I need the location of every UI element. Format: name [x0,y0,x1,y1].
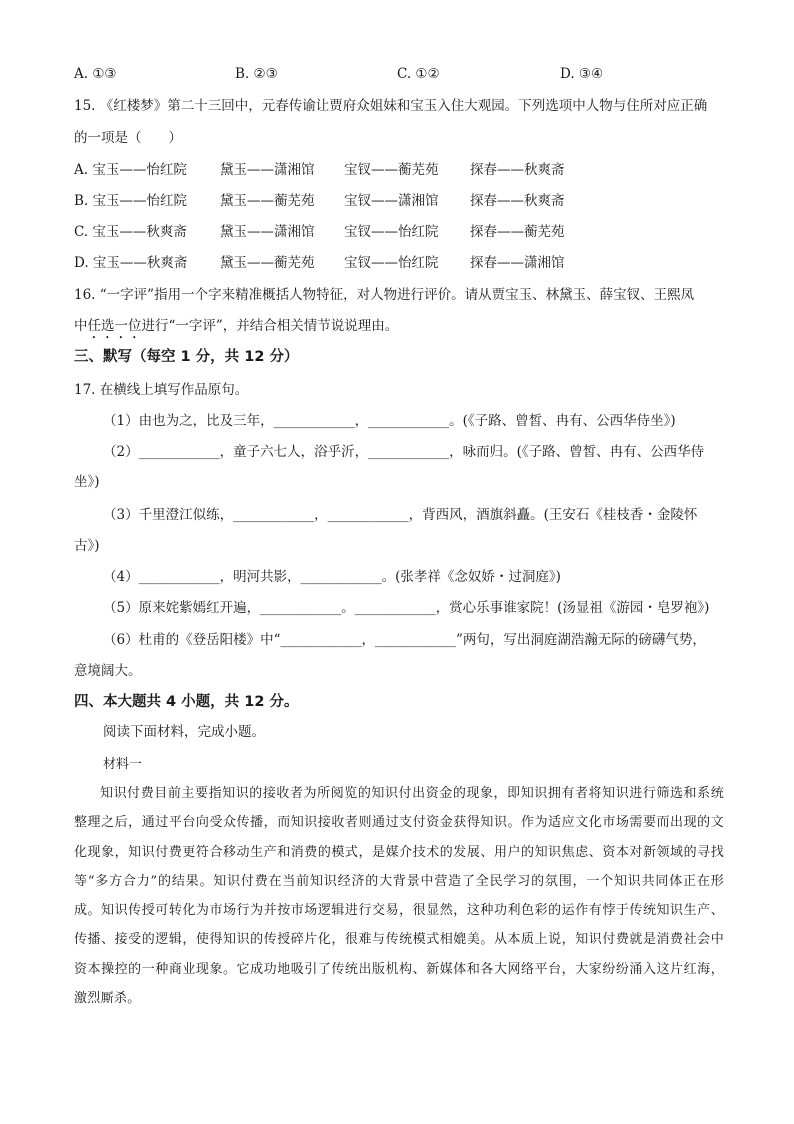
q15-a-baochai: 宝钗——蘅芜苑 [344,162,439,178]
q17-item-2-cont: 坐》) [74,474,100,490]
material-label: 材料一 [103,757,143,772]
q16-line2-pre: 中 [74,318,88,334]
q15-d-baochai: 宝钗——怡红院 [344,255,439,271]
reading-intro: 阅读下面材料，完成小题。 [103,724,265,740]
q17-item-1: （1）由也为之，比及三年，____________，____________。(《子路、曾皙、冉有、公西华侍坐》) [103,413,676,429]
q15-b-tanchun: 探春——秋爽斋 [470,193,565,209]
q17-item-6: （6）杜甫的《登岳阳楼》中“____________，____________”两句，写出洞庭湖浩瀚无际的磅礴气势， [103,632,706,648]
q17-item-6-cont: 意境阔大。 [74,663,142,679]
q15-stem-line2: 的一项是（ ） [74,130,182,146]
q17-item-4: （4）____________，明河共影，____________。(张孝祥《念奴娇・过洞庭》) [103,569,561,585]
q16-emphasis: 任选一位 [87,318,142,334]
q15-a-daiyu: 黛玉——潇湘馆 [220,162,315,178]
q15-a-tanchun: 探春——秋爽斋 [470,162,565,178]
q14-option-b: B. ②③ [235,66,278,82]
q15-b-baoyu: B. 宝玉——怡红院 [74,193,188,209]
q16-line2-post: 进行“一字评”，并结合相关情节说说理由。 [141,318,399,334]
q15-c-tanchun: 探春——蘅芜苑 [470,224,565,240]
q16-line2 [74,316,398,342]
q15-stem-line1: 15. 《红楼梦》第二十三回中，元春传谕让贾府众姐妹和宝玉入住大观园。下列选项中人物与住所对应正确 [74,98,708,114]
section3-heading: 三、默写（每空 1 分，共 12 分） [74,349,299,365]
q15-a-baoyu: A. 宝玉——怡红院 [74,162,187,178]
q14-option-a: A. ①③ [74,66,117,82]
q15-b-daiyu: 黛玉——蘅芜苑 [220,193,315,209]
q15-d-daiyu: 黛玉——蘅芜苑 [220,255,315,271]
q15-c-baoyu: C. 宝玉——秋爽斋 [74,224,187,240]
q17-item-2: （2）____________，童子六七人，浴乎沂，____________，咏而归。(《子路、曾皙、冉有、公西华侍 [103,444,705,460]
q14-option-c: C. ①② [397,66,440,82]
q15-c-baochai: 宝钗——怡红院 [344,224,439,240]
material-article: 知识付费目前主要指知识的接收者为所阅览的知识付出资金的现象，即知识拥有者将知识进行筛选和系统整理之后，通过平台向受众传播，而知识接收者则通过支付资金获得知识。作为适应文化市场需要而出现的文化现象，知识付费更符合移动生产和消费的模式，是媒介技术的发展、用户的知识焦虑、资本对新领域的寻找等“多方合力”的结果。知识付费在当前知识经济的大背景中营造了全民学习的氛围，一个知识共同体正在形成。知识传授可转化为市场行为并按市场逻辑进行交易，很显然，这种功利色彩的运作有悖于传统知识生产、传播、接受的逻辑，使得知识的传授碎片化，很难与传统模式相媲美。从本质上说，知识付费就是消费社会中资本操控的一种商业现象。它成功地吸引了传统出版机构、新媒体和各大网络平台，大家纷纷涌入这片红海，激烈厮杀。 [74,786,724,1007]
q14-option-d: D. ③④ [560,66,604,82]
q17-stem: 17. 在横线上填写作品原句。 [74,382,249,398]
q15-b-baochai: 宝钗——潇湘馆 [344,193,439,209]
q15-d-baoyu: D. 宝玉——秋爽斋 [74,255,188,271]
q17-item-3-cont: 古》) [74,538,100,554]
q15-d-tanchun: 探春——潇湘馆 [470,255,565,271]
q17-item-3: （3）千里澄江似练，____________，____________，背西风，酒旗斜矗。(王安石《桂枝香・金陵怀 [103,507,698,523]
section4-heading: 四、本大题共 4 小题，共 12 分。 [74,694,299,710]
q17-item-5: （5）原来姹紫嫣红开遍，____________。____________，赏心乐事谁家院！(汤显祖《游园・皂罗袍》) [103,600,710,616]
q16-line1: 16. “一字评”指用一个字来精准概括人物特征，对人物进行评价。请从贾宝玉、林黛玉、薛宝钗、王熙凤 [74,287,695,303]
q15-c-daiyu: 黛玉——潇湘馆 [220,224,315,240]
